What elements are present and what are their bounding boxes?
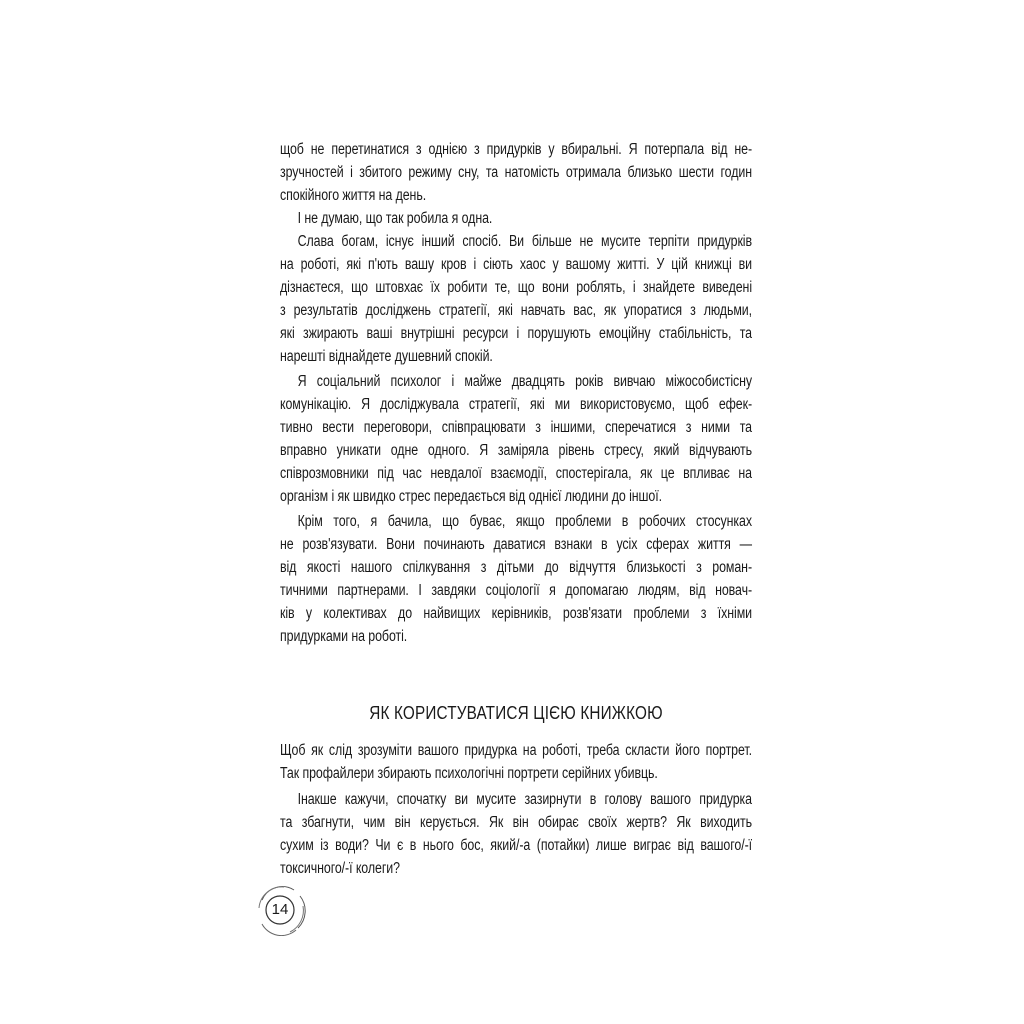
paragraph-line: Інакше кажучи, спочатку ви мусите зазирнути в голову вашого придурка [297, 791, 752, 808]
paragraph-line: токсичного/-ї колеги? [280, 860, 400, 877]
paragraph-line: від якості нашого спілкування з дітьми до відчуття близькості з роман- [280, 559, 752, 576]
paragraph-line: Щоб як слід зрозуміти вашого придурка на роботі, треба скласти його портрет. [280, 742, 752, 759]
paragraph-line: спокійного життя на день. [280, 187, 427, 204]
paragraph-line: тичними партнерами. І завдяки соціології я допомагаю людям, від новач- [280, 582, 752, 599]
paragraph-line: та збагнути, чим він керується. Як він обирає своїх жертв? Як виходить [280, 814, 752, 831]
paragraph-line: співрозмовники під час невдалої взаємодії, спостерігала, як це впливає на [280, 465, 752, 482]
page-number: 14 [271, 901, 289, 918]
paragraph-line: які зжирають ваші внутрішні ресурси і порушують емоційну стабільність, та [280, 325, 752, 342]
paragraph-line: Слава богам, існує інший спосіб. Ви більше не мусите терпіти придурків [297, 233, 752, 250]
paragraph-line: з результатів досліджень стратегії, які навчать вас, як упоратися з людьми, [280, 302, 752, 319]
paragraph-line: ків у колективах до найвищих керівників, розв'язати проблеми з їхніми [280, 605, 752, 622]
paragraph-line: щоб не перетинатися з однією з придурків у вбиральні. Я потерпала від не- [280, 141, 752, 158]
page-number-badge [254, 884, 306, 936]
paragraph-line: придурками на роботі. [280, 628, 408, 645]
paragraph-line: Я соціальний психолог і майже двадцять років вивчаю міжособистісну [297, 373, 752, 390]
paragraph-line: комунікацію. Я досліджувала стратегії, які ми використовуємо, щоб ефек- [280, 396, 752, 413]
paragraph-line: Так профайлери збирають психологічні портрети серійних убивць. [280, 765, 658, 782]
paragraph-line: нарешті віднайдете душевний спокій. [280, 348, 493, 365]
paragraph-line: дізнаєтеся, що штовхає їх робити те, що вони роблять, і знайдете виведені [280, 279, 752, 296]
paragraph-line: Крім того, я бачила, що буває, якщо проблеми в робочих стосунках [297, 513, 752, 530]
paragraph-line: організм і як швидко стрес передається від однієї людини до іншої. [280, 488, 662, 505]
paragraph-line: на роботі, які п'ють вашу кров і сіють хаос у вашому житті. У цій книжці ви [280, 256, 752, 273]
paragraph-line: сухим із води? Чи є в нього бос, який/-а (потайки) лише виграє від вашого/-ї [280, 837, 752, 854]
paragraph-line: не розв'язувати. Вони починають даватися взнаки в усіх сферах життя — [280, 536, 752, 553]
paragraph-line: тивно вести переговори, співпрацювати з іншими, сперечатися з ними та [280, 419, 752, 436]
section-heading: ЯК КОРИСТУВАТИСЯ ЦІЄЮ КНИЖКОЮ [369, 703, 663, 723]
paragraph-line: І не думаю, що так робила я одна. [297, 210, 493, 227]
paragraph-line: зручностей і збитого режиму сну, та натомість отримала близько шести годин [280, 164, 752, 181]
paragraph-line: вправно уникати одне одного. Я заміряла рівень стресу, який відчувають [280, 442, 752, 459]
